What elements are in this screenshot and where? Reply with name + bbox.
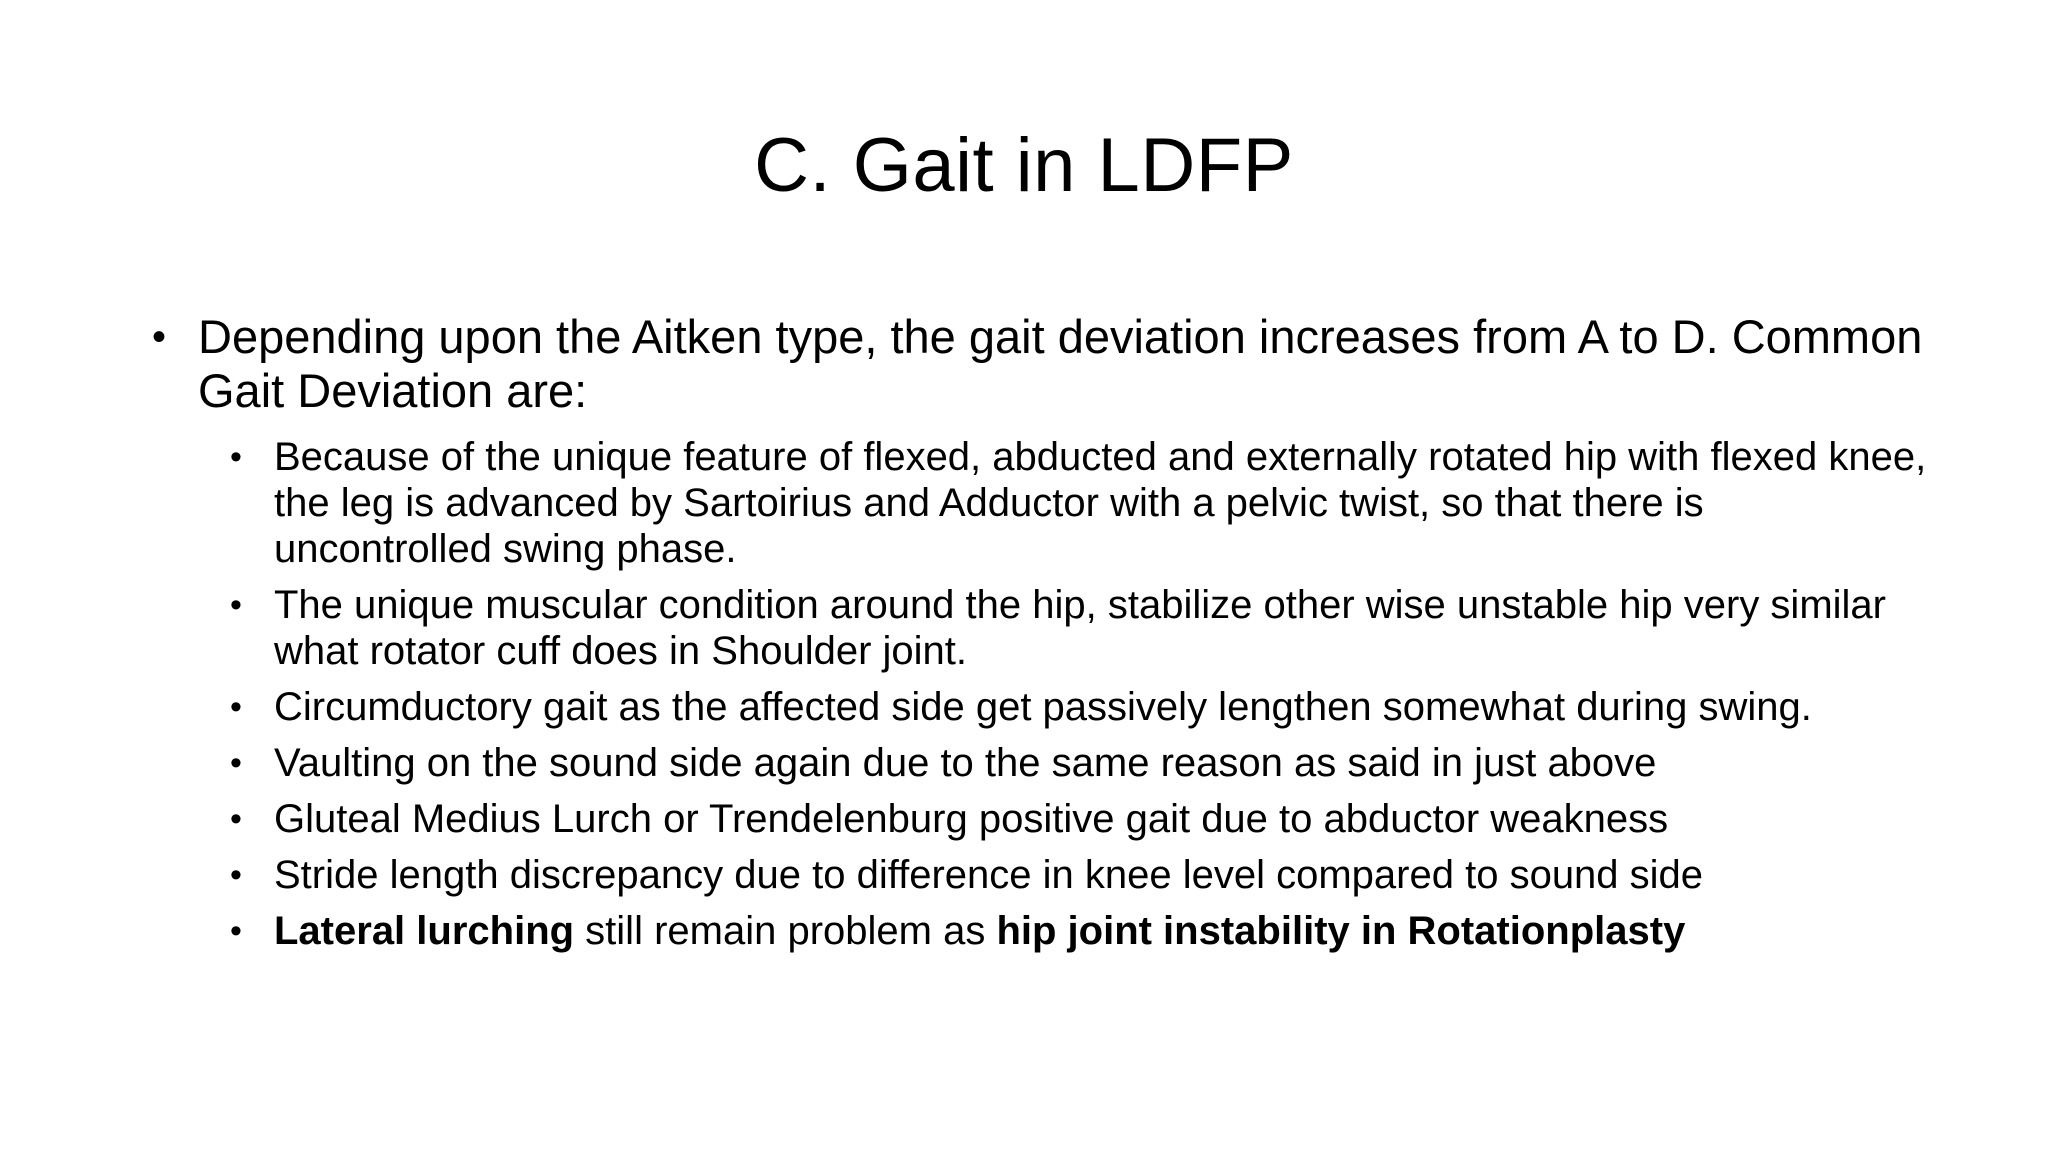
emphasis-hip-instability: hip joint instability in Rotationplasty [996,909,1686,953]
bullet-dot: • [230,438,242,476]
sub-bullet-last [150,908,1930,954]
sub-bullet [150,796,1930,842]
sub-bullet-list [150,434,1930,954]
sub-bullet [150,684,1930,730]
sub-bullet [150,434,1930,572]
sub-bullet-text: The unique muscular condition around the hip, stabilize other wise unstable hip very similar what rotator cuff does in Shoulder joint. [274,583,1886,673]
sub-bullet-text: Circumductory gait as the affected side get passively lengthen somewhat during swing. [274,685,1812,729]
bullet-dot: • [230,586,242,624]
sub-bullet [150,852,1930,898]
sub-bullet-text: still remain problem as [574,909,997,953]
bullet-dot: • [230,912,242,950]
bullet-dot: • [230,744,242,782]
slide-body [150,310,1930,964]
sub-bullet-text: Because of the unique feature of flexed, abducted and externally rotated hip with flexed knee, the leg is advanced by Sartoirius and Adductor with a pelvic twist, so that there is uncontrolled swing phase. [274,435,1927,571]
emphasis-lateral-lurching: Lateral lurching [274,909,575,953]
sub-bullet-text: Vaulting on the sound side again due to the same reason as said in just above [274,741,1657,785]
sub-bullet [150,740,1930,786]
main-bullet-text: Depending upon the Aitken type, the gait deviation increases from A to D. Common Gait Deviation are: [198,310,1923,417]
bullet-dot: • [230,800,242,838]
sub-bullet-text: Gluteal Medius Lurch or Trendelenburg positive gait due to abductor weakness [274,797,1669,841]
bullet-dot: • [152,315,167,359]
sub-bullet-text: Stride length discrepancy due to difference in knee level compared to sound side [274,853,1704,897]
sub-bullet [150,582,1930,674]
bullet-dot: • [230,688,242,726]
main-bullet [150,310,1930,418]
slide-title: C. Gait in LDFP [754,123,1294,208]
bullet-dot: • [230,856,242,894]
